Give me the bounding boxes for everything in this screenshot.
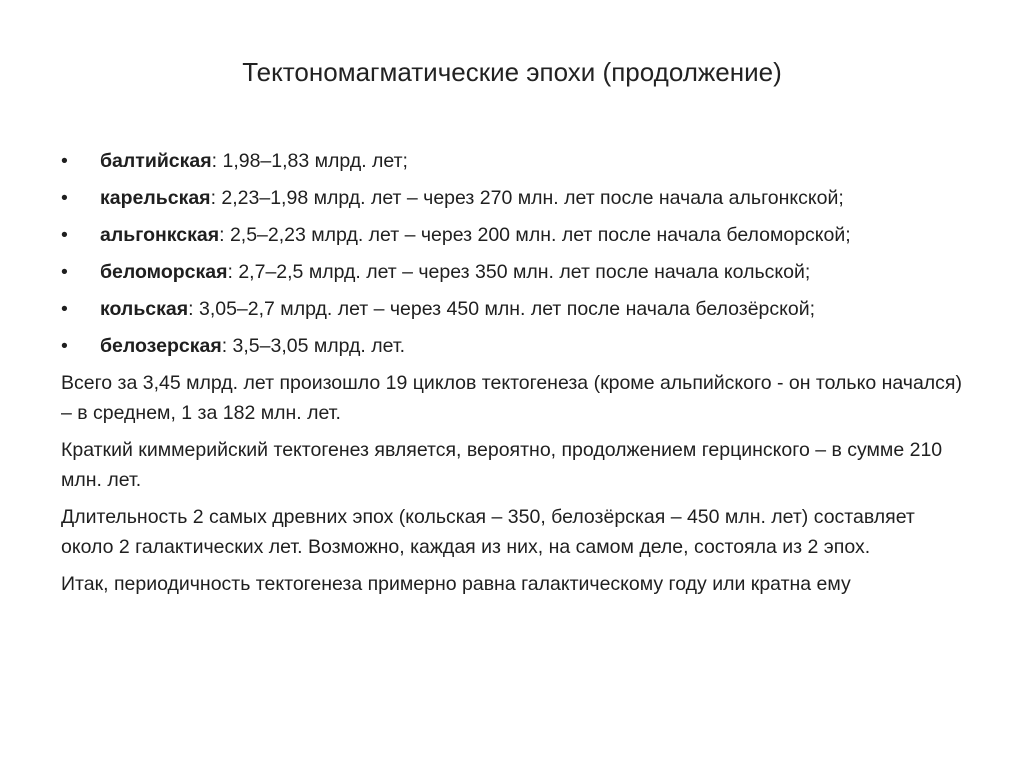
epoch-description: : 1,98–1,83 млрд. лет;	[211, 150, 408, 172]
epoch-item-algonkian	[61, 220, 966, 250]
epoch-name: альгонкская	[100, 224, 220, 246]
bullet-icon: •	[61, 298, 68, 320]
paragraph-cimmerian: Краткий киммерийский тектогенез является, вероятно, продолжением герцинского – в сумме 210 млн. лет.	[61, 439, 943, 491]
slide-title: Тектономагматические эпохи (продолжение)	[242, 57, 782, 87]
epoch-name: беломорская	[100, 261, 228, 283]
epoch-item-karelian	[61, 183, 966, 213]
paragraph-duration: Длительность 2 самых древних эпох (кольская – 350, белозёрская – 450 млн. лет) составляет около 2 галактических лет. Возможно, каждая из них, на самом деле, состояла из 2 эпох.	[61, 506, 915, 558]
bullet-icon: •	[61, 335, 68, 357]
epoch-description: : 3,05–2,7 млрд. лет – через 450 млн. лет после начала белозёрской;	[188, 298, 816, 320]
paragraph-summary: Всего за 3,45 млрд. лет произошло 19 циклов тектогенеза (кроме альпийского - он только начался) – в среднем, 1 за 182 млн. лет.	[61, 372, 962, 424]
paragraph-conclusion: Итак, периодичность тектогенеза примерно равна галактическому году или кратна ему	[61, 573, 851, 595]
epoch-item-kola	[61, 294, 966, 324]
epoch-item-belozersk	[61, 331, 966, 361]
bullet-icon: •	[61, 261, 68, 283]
epoch-name: балтийская	[100, 150, 212, 172]
epoch-name: карельская	[100, 187, 211, 209]
epoch-description: : 2,7–2,5 млрд. лет – через 350 млн. лет после начала кольской;	[227, 261, 811, 283]
epoch-description: : 2,23–1,98 млрд. лет – через 270 млн. лет после начала альгонкской;	[210, 187, 844, 209]
epoch-item-belomorian	[61, 257, 966, 287]
epoch-item-baltic	[61, 146, 966, 176]
epoch-description: : 3,5–3,05 млрд. лет.	[221, 335, 406, 357]
slide-content	[61, 146, 966, 606]
epoch-description: : 2,5–2,23 млрд. лет – через 200 млн. лет после начала беломорской;	[219, 224, 851, 246]
epoch-list	[61, 146, 966, 361]
bullet-icon: •	[61, 150, 68, 172]
epoch-name: кольская	[100, 298, 189, 320]
bullet-icon: •	[61, 187, 68, 209]
bullet-icon: •	[61, 224, 68, 246]
epoch-name: белозерская	[100, 335, 222, 357]
